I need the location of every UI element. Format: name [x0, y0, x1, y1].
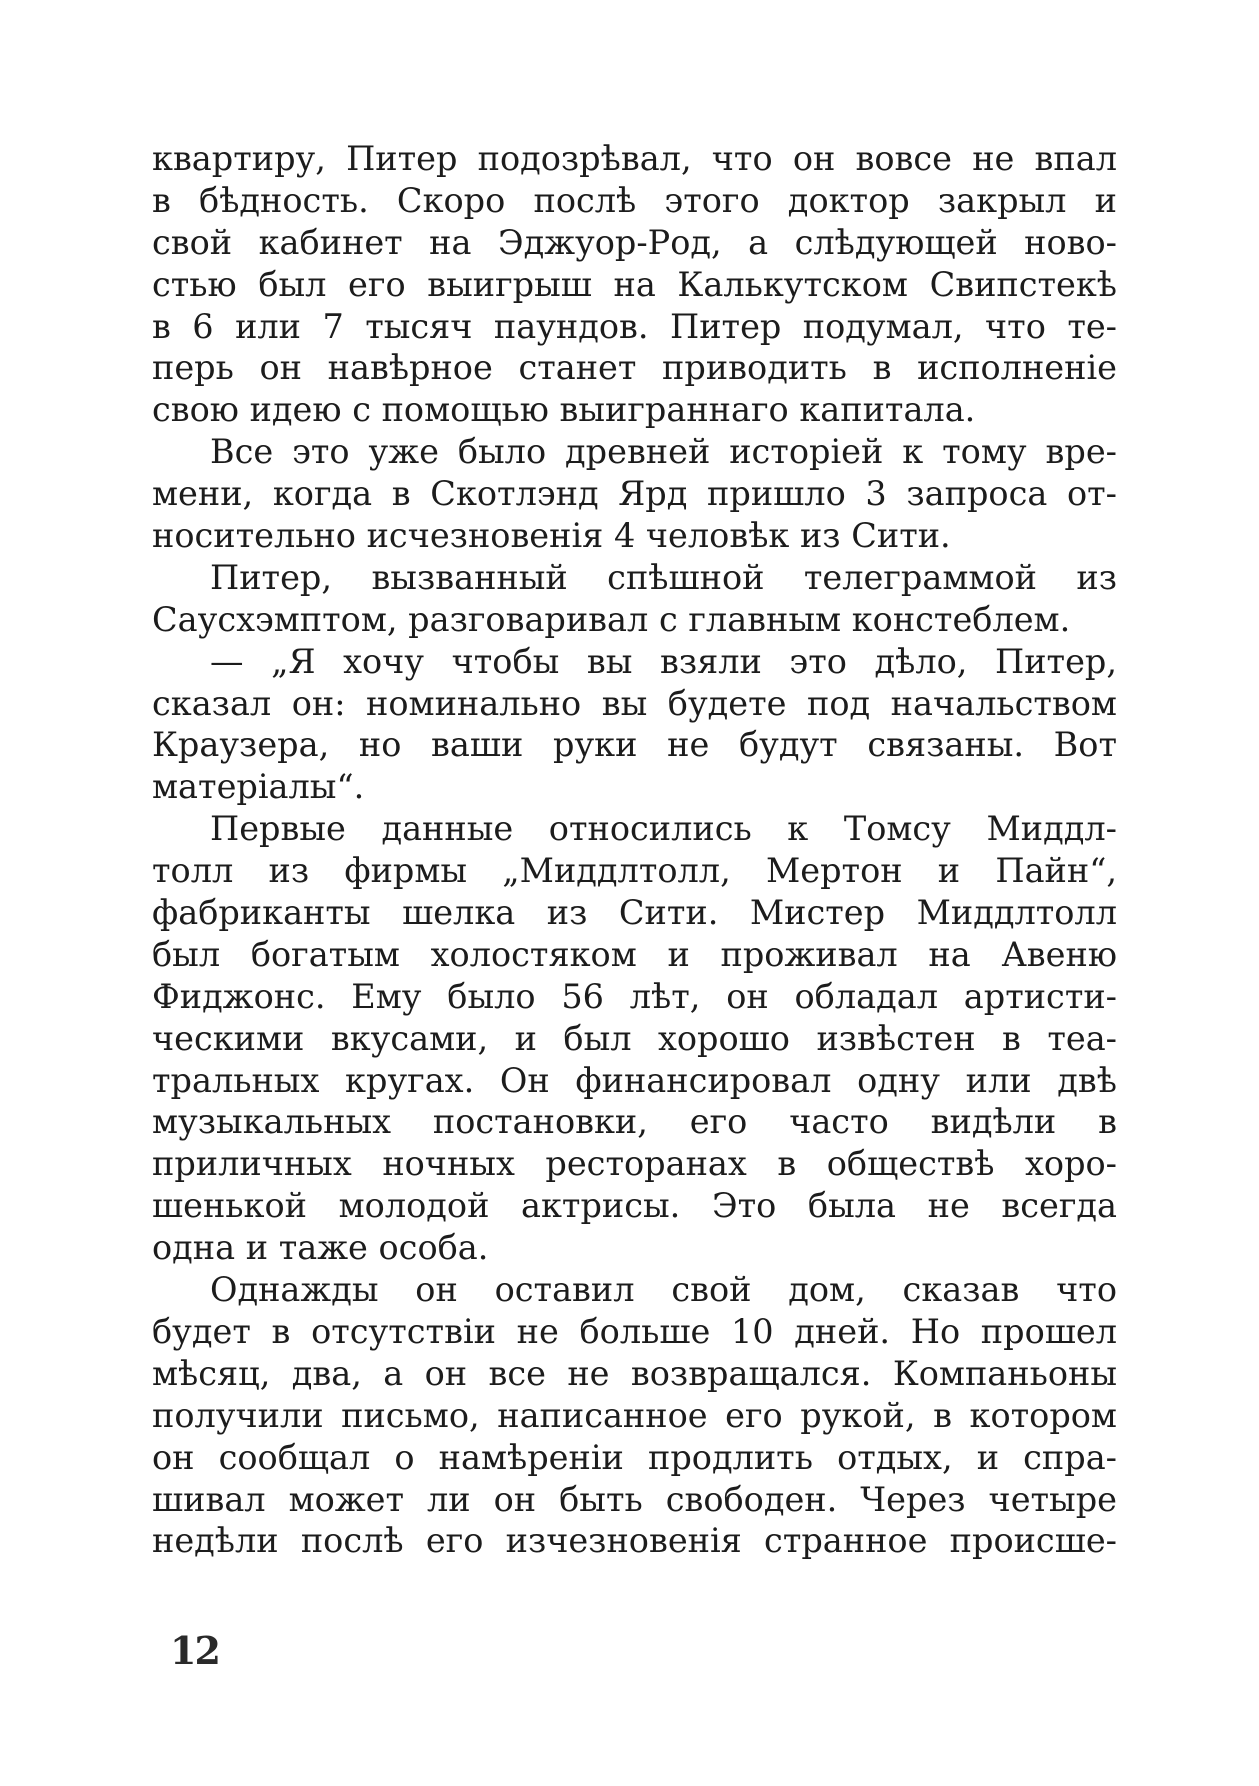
text-line: будет в отсутствіи не больше 10 дней. Но прошел	[152, 1311, 1117, 1351]
paragraph-start-line: Питер, вызванный спѣшной телеграммой из	[210, 557, 1117, 597]
paragraph-start-line: — „Я хочу чтобы вы взяли это дѣло, Питер,	[210, 641, 1117, 681]
text-line: недѣли послѣ его изчезновенія странное происше-	[152, 1521, 1117, 1561]
body-text	[152, 138, 1117, 1562]
text-line: в 6 или 7 тысяч паундов. Питер подумал, что те-	[152, 306, 1117, 346]
text-line: мени, когда в Скотлэнд Ярд пришло 3 запроса от-	[152, 474, 1117, 514]
text-line: он сообщал о намѣреніи продлить отдых, и спра-	[152, 1437, 1117, 1477]
text-line: музыкальных постановки, его часто видѣли в	[152, 1102, 1117, 1142]
page-number: 12	[170, 1628, 219, 1673]
text-line: получили письмо, написанное его рукой, в котором	[152, 1395, 1117, 1435]
text-line: ческими вкусами, и был хорошо извѣстен в теа-	[152, 1018, 1117, 1058]
text-line: фабриканты шелка из Сити. Мистер Миддлтолл	[152, 893, 1117, 933]
text-line: матеріалы“.	[152, 767, 365, 807]
text-line: квартиру, Питер подозрѣвал, что он вовсе не впал	[152, 139, 1117, 178]
text-line: носительно исчезновенія 4 человѣк из Сити.	[152, 516, 951, 556]
text-line: Краузера, но ваши руки не будут связаны. Вот	[152, 725, 1117, 765]
text-line: свою идею с помощью выиграннаго капитала.	[152, 390, 976, 430]
text-line: Саусхэмптом, разговаривал с главным констеблем.	[152, 599, 1071, 639]
text-line: Фиджонс. Ему было 56 лѣт, он обладал артисти-	[152, 976, 1117, 1016]
text-line: сказал он: номинально вы будете под начальством	[152, 683, 1117, 723]
text-line: мѣсяц, два, а он все не возвращался. Компаньоны	[152, 1353, 1117, 1393]
text-line: был богатым холостяком и проживал на Авеню	[152, 934, 1117, 974]
text-line: в бѣдность. Скоро послѣ этого доктор закрыл и	[152, 180, 1117, 220]
text-line: тральных кругах. Он финансировал одну или двѣ	[152, 1060, 1117, 1100]
text-line: толл из фирмы „Миддлтолл, Мертон и Пайн“,	[152, 851, 1117, 891]
text-line: шивал может ли он быть свободен. Через четыре	[152, 1479, 1117, 1519]
text-line: перь он навѣрное станет приводить в исполненіе	[152, 348, 1117, 388]
text-line: стью был его выигрыш на Калькутском Свипстекѣ	[152, 264, 1117, 304]
text-line: одна и таже особа.	[152, 1228, 489, 1268]
text-line: свой кабинет на Эджуор-Род, а слѣдующей ново-	[152, 222, 1117, 262]
paragraph-start-line: Первые данные относились к Томсу Миддл-	[210, 809, 1117, 849]
paragraph-start-line: Все это уже было древней исторіей к тому вре-	[210, 432, 1117, 472]
text-line: шенькой молодой актрисы. Это была не всегда	[152, 1186, 1117, 1226]
text-line: приличных ночных ресторанах в обществѣ хоро-	[152, 1144, 1117, 1184]
paragraph-start-line: Однажды он оставил свой дом, сказав что	[210, 1270, 1117, 1310]
